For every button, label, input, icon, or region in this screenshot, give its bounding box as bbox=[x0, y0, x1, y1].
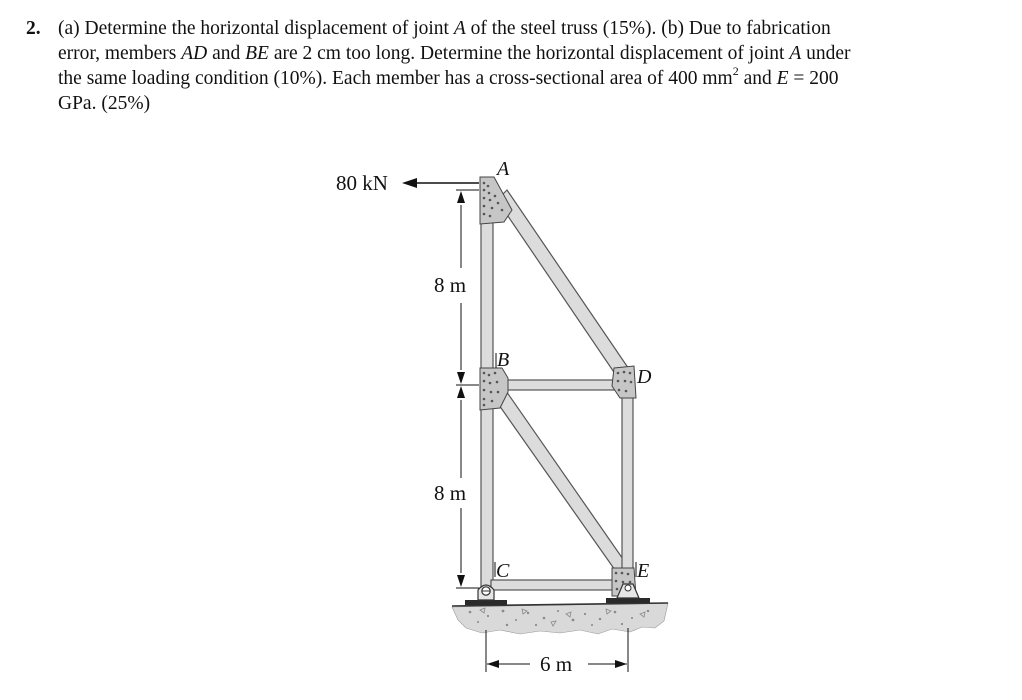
joint-label-b: B bbox=[497, 349, 510, 371]
joint-label-e: E bbox=[637, 560, 650, 582]
member-de bbox=[622, 376, 633, 586]
problem-number: 2. bbox=[26, 18, 41, 39]
joint-label-d: D bbox=[637, 366, 652, 388]
support-plate-e bbox=[606, 598, 650, 603]
problem-line-3: the same loading condition (10%). Each member has a cross-sectional area of 400 $mm^2$ and E = 200 bbox=[58, 63, 839, 89]
problem-line-2: error, members AD and BE are 2 cm too long. Determine the horizontal displacement of joint A under bbox=[58, 43, 851, 64]
member-ad bbox=[497, 190, 633, 384]
gusset-a bbox=[480, 177, 512, 224]
ground-slab bbox=[452, 603, 668, 634]
member-be bbox=[494, 388, 632, 580]
joint-label-c: C bbox=[496, 560, 510, 582]
member-bd bbox=[491, 380, 625, 390]
dimension-vertical bbox=[456, 190, 479, 588]
joint-label-a: A bbox=[497, 158, 510, 180]
dimension-base-label: 6 m bbox=[540, 652, 573, 676]
problem-line-4: GPa. (25%) bbox=[58, 93, 151, 114]
load-label: 80 kN bbox=[336, 171, 388, 195]
member-ce bbox=[491, 580, 625, 590]
problem-line-1: 2. (a) Determine the horizontal displacement of joint A of the steel truss (15%). (b) Due to fabrication bbox=[26, 18, 831, 39]
dimension-lower-label: 8 m bbox=[434, 481, 467, 505]
load-arrow bbox=[402, 178, 479, 188]
dimension-upper-label: 8 m bbox=[434, 273, 467, 297]
support-plate-c bbox=[465, 600, 507, 605]
roller-support-c bbox=[478, 585, 494, 600]
